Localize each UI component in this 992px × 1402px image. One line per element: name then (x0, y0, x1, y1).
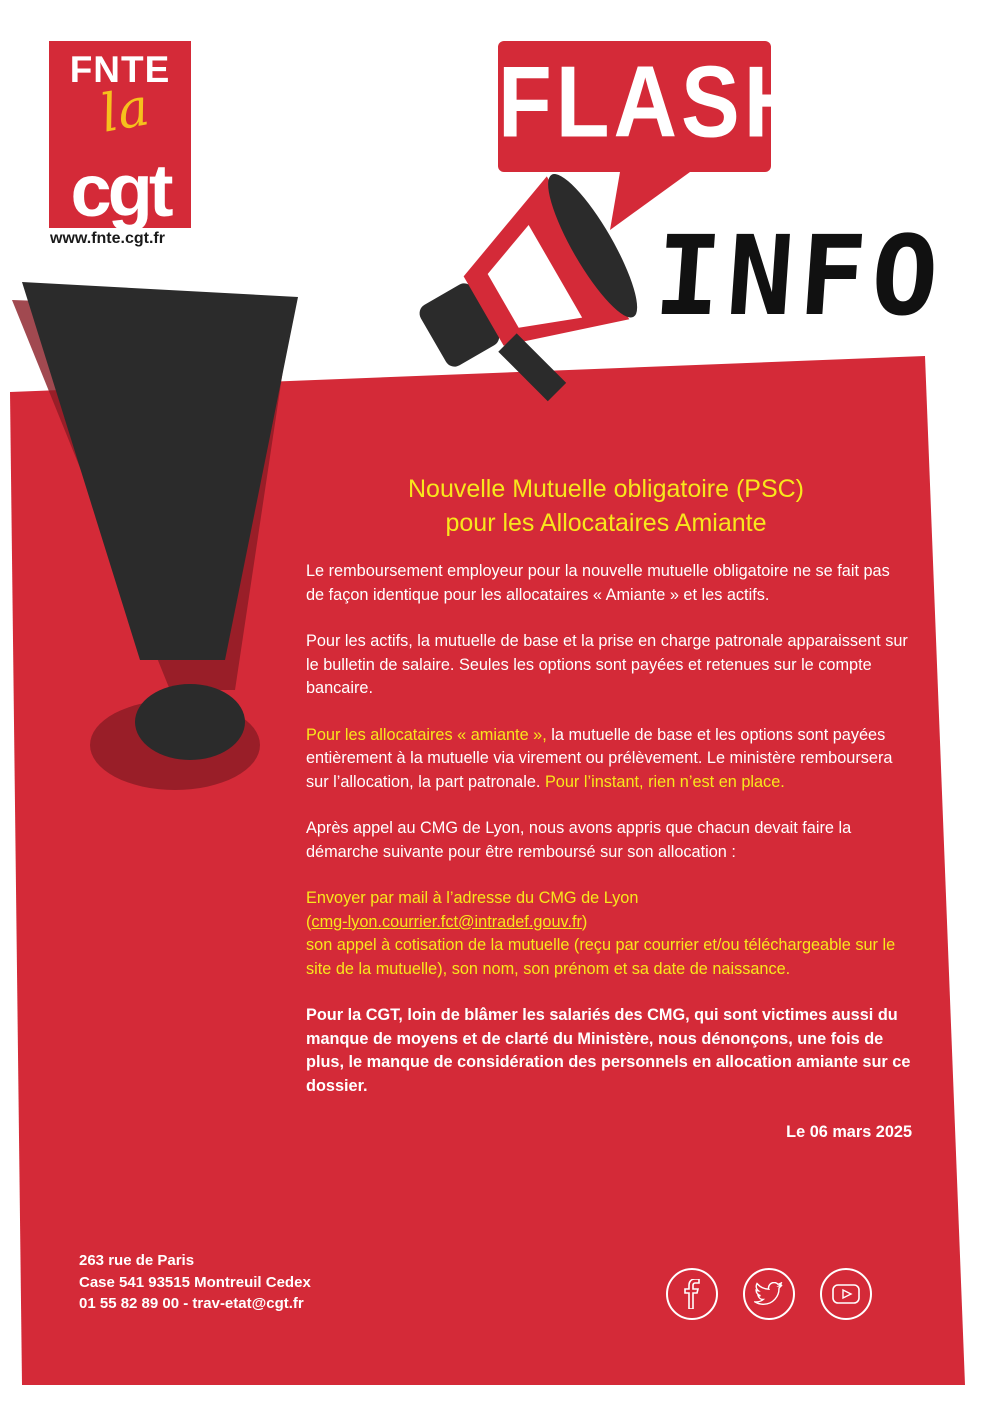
email-paren-close: ) (581, 912, 588, 931)
title-line-1: Nouvelle Mutuelle obligatoire (PSC) (407, 475, 805, 503)
title-line-2: pour les Allocataires Amiante (445, 509, 767, 537)
main-content (306, 472, 912, 1145)
info-label: INFO (650, 212, 949, 340)
logo-cgt: cgt (70, 149, 170, 232)
publication-date: Le 06 mars 2025 (786, 1123, 912, 1141)
paragraph-5 (306, 887, 912, 981)
paragraph-3-highlight: Pour les allocataires « amiante », (306, 725, 547, 744)
address-line-3: 01 55 82 89 00 - trav-etat@cgt.fr (79, 1295, 304, 1312)
email-paren-open: ( (306, 912, 312, 931)
paragraph-4: Après appel au CMG de Lyon, nous avons appris que chacun devait faire la démarche suivante pour être remboursé sur son allocation : (306, 819, 852, 861)
flash-banner (498, 41, 812, 172)
page-title (306, 472, 906, 540)
paragraph-3-dot: . (697, 749, 707, 767)
paragraph-2: Pour les actifs, la mutuelle de base et la prise en charge patronale apparaissent sur le bulletin de salaire. Seules les options sont payées et retenues sur le compte bancaire. (306, 632, 908, 697)
paragraph-5-details: son appel à cotisation de la mutuelle (reçu par courrier et/ou téléchargeable sur le site de la mutuelle), son nom, son prénom et sa date de naissance. (306, 936, 896, 978)
footer-address (79, 1250, 311, 1315)
youtube-icon[interactable] (820, 1268, 872, 1320)
flash-label: FLASH (498, 44, 812, 159)
paragraph-6: Pour la CGT, loin de blâmer les salariés des CMG, qui sont victimes aussi du manque de moyens et de clarté du Ministère, nous dénonçons, une fois de plus, le manque de considération des personnels en allocation amiante sur ce dossier. (306, 1006, 911, 1095)
address-line-2: Case 541 93515 Montreuil Cedex (79, 1273, 311, 1291)
paragraph-3 (306, 724, 912, 795)
paragraph-3-body: la mutuelle de base et les options sont payées entièrement à la mutuelle via virement ou prélèvement (306, 725, 886, 767)
paragraph-3-ministry: Le ministère remboursera sur l’allocation, la part patronale. (306, 749, 893, 791)
paragraph-5-intro: Envoyer par mail à l’adresse du CMG de Lyon (306, 889, 639, 907)
paragraph-3-status: Pour l’instant, rien n’est en place. (544, 772, 785, 791)
website-link[interactable]: www.fnte.cgt.fr (50, 230, 165, 247)
facebook-icon[interactable] (666, 1268, 718, 1320)
logo-la: la (96, 77, 154, 145)
logo-fnte: FNTE (69, 49, 171, 90)
paragraph-1: Le remboursement employeur pour la nouvelle mutuelle obligatoire ne se fait pas de façon identique pour les allocataires « Amiante » et les actifs. (306, 562, 890, 604)
email-link[interactable]: cmg-lyon.courrier.fct@intradef.gouv.fr (311, 912, 582, 931)
twitter-icon[interactable] (743, 1268, 795, 1320)
address-line-1: 263 rue de Paris (79, 1252, 195, 1269)
cgt-logo (49, 41, 191, 232)
exclamation-dot (135, 684, 245, 760)
